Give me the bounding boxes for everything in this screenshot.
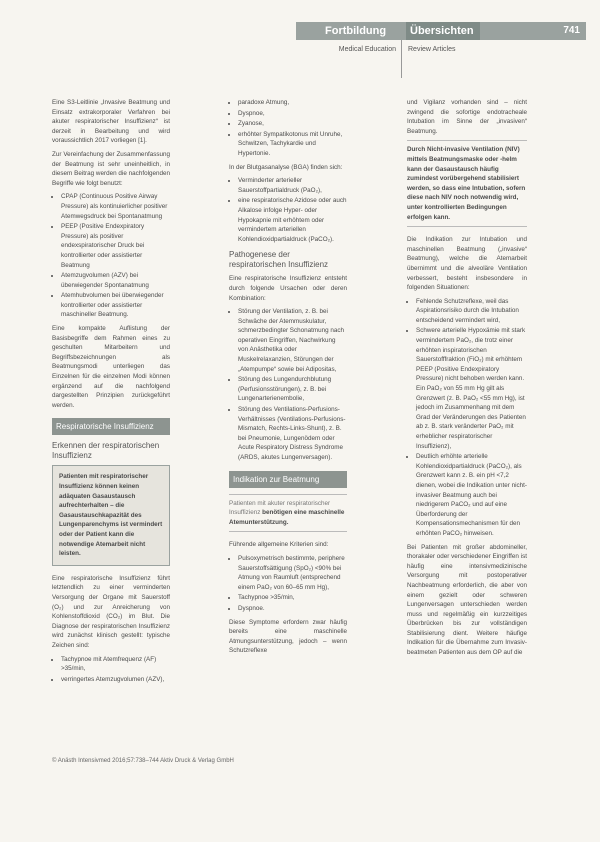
paragraph: Diese Symptome erfordern zwar häufig bereits eine maschinelle Atmungsunterstützung, jedoch – wenn Schutzreflexe <box>229 618 347 655</box>
list-item: • paradoxe Atmung, <box>238 98 347 108</box>
bullet-list <box>229 176 347 244</box>
header-divider <box>401 40 402 78</box>
subheading: Pathogenese der respiratorischen Insuffizienz <box>229 250 329 270</box>
bullet-list <box>52 655 170 685</box>
paragraph: In der Blutgasanalyse (BGA) finden sich: <box>229 163 343 171</box>
paragraph: Eine respiratorische Insuffizienz entsteht durch folgende Ursachen oder deren Kombination: <box>229 275 347 302</box>
list-item: • Zyanose, <box>238 119 347 129</box>
list-item: • Pulsoxymetrisch bestimmte, periphere Sauerstoffsättigung (SpO₂) <90% bei Atmung von Raumluft (entsprechend einem PaO₂ von 60–65 mm Hg), <box>238 554 347 592</box>
list-item: • verringertes Atemzugvolumen (AZV), <box>61 675 170 685</box>
medical-education-label: Medical Education <box>338 46 396 53</box>
list-item: • Störung des Lungendurchblutung (Perfusionsstörungen), z. B. bei Lungenarterienembolie, <box>238 375 347 404</box>
footer-citation: © Anästh Intensivmed 2016;57:738–744 Aktiv Druck & Verlag GmbH <box>52 758 234 764</box>
list-item: • Tachypnoe mit Atemfrequenz (AF) >35/min, <box>61 655 170 674</box>
list-item: • Störung des Ventilations-Perfusions-Verhältnisses (Ventilations-Perfusions-Mismatch, Rechts-Links-Shunt), z. B. bei Pneumonie, Lungenödem oder Acute Respiratory Distress Syndrome (ARDS, akutes Lungenversagen). <box>238 405 347 463</box>
paragraph: Bei Patienten mit großer abdomineller, thorakaler oder verschiedener Eingriffen ist häufig eine intensivmedizinische Versorgung mit postoperativer Nachbeatmung erforderlich, die aber von einem gezielt oder schweren Lungenversagen unterschieden werden muss und regelmäßig ein kurzzeitiges Überbrücken bis zur vollständigen Stabilisierung dient. Weitere häufige Indikation für die Übernahme zum Invasiv-beatmeten Patienten aus dem OP auf die <box>407 543 527 657</box>
section-heading-indikation-zur-beatmung: Indikation zur Beatmung <box>229 471 347 488</box>
section-uebersichten: Übersichten <box>406 22 480 40</box>
highlight-box-bold-text: benötigen eine maschinelle Atemunterstützung. <box>229 509 345 526</box>
section-heading-respiratorische-insuffizienz: Respiratorische Insuffizienz <box>52 418 170 435</box>
subheading: Erkennen der respiratorischen Insuffizienz <box>52 441 160 461</box>
highlight-box: Patienten mit respiratorischer Insuffizienz können keinen adäquaten Gasaustausch aufrechterhalten – die Gasaustauschkapazität des Lungenparenchyms ist vermindert oder der Patient kann die notwendige Atemarbeit nicht leisten. <box>52 465 170 565</box>
paragraph: und Vigilanz vorhanden sind – nicht zwingend die sofortige endotracheale Intubation im Sinne der „invasiven“ Beatmung. <box>407 99 527 135</box>
bullet-list <box>229 554 347 614</box>
list-item: • eine respiratorische Azidose oder auch Alkalose infolge Hyper- oder Hypokapnie mit erhöhtem oder vermindertem arteriellen Kohlendioxidpartialdruck (PaCO₂). <box>238 196 347 244</box>
header-bar <box>296 22 586 40</box>
list-item: • Dyspnoe. <box>238 604 347 614</box>
column-2 <box>229 98 347 660</box>
list-item: • Schwere arterielle Hypoxämie mit stark vermindertem PaO₂, die trotz einer erhöhten inspiratorischen Sauerstofffraktion (FiO₂) mit erhöhtem PEEP (Positive Endexpiratory Pressure) nicht behoben werden kann. Ein PaO₂ von 55 mm Hg gilt als Grenzwert (z. B. PaO₂ <55 mm Hg), ist jedoch im Zusammenhang mit dem Grad der Veränderungen des Patienten ab z. B. stark veränderter PaO₂ mit erheblicher respiratorischer Insuffizienz), <box>416 326 527 451</box>
review-articles-label: Review Articles <box>408 46 456 53</box>
paragraph: Eine kompakte Auflistung der Basisbegriffe dem Rahmen eines zu geschulten Mitarbeitern und Begriffsbezeichnungen als Beatmungsmodi unterliegen das Einzelnen für die einzelnen Modi können ergänzend auf die nachfolgend dargestellten Prinzipien zurückgeführt werden. <box>52 325 170 409</box>
section-fortbildung: Fortbildung <box>325 25 387 37</box>
list-item: • erhöhter Sympatikotonus mit Unruhe, Schwitzen, Tachykardie und Hypertonie. <box>238 130 347 159</box>
list-item: • Atemzugvolumen (AZV) bei überwiegender Spontanatmung <box>61 271 170 290</box>
highlight-box: Durch Nicht-invasive Ventilation (NIV) mittels Beatmungsmaske oder -helm kann der Gasaustausch häufig zumindest vorübergehend stabilisiert werden, so dass eine Intubation, sofern diese nach NIV noch notwendig wird, unter kontrollierten Bedingungen erfolgen kann. <box>407 140 527 227</box>
column-1 <box>52 98 170 688</box>
list-item: • Atemhubvolumen bei überwiegender kontrollierter oder assistierter maschineller Beatmung. <box>61 291 170 320</box>
list-item: • Dyspnoe, <box>238 109 347 119</box>
list-item: • PEEP (Positive Endexpiratory Pressure) als positiver endexspiratorischer Druck bei kontrollierter oder assistierter Beatmung <box>61 222 170 270</box>
list-item: • Fehlende Schutzreflexe, weil das Aspirationsrisiko durch die Intubation entscheidend vermindert wird, <box>416 297 527 326</box>
bullet-list <box>229 98 347 159</box>
paragraph: Führende allgemeine Kriterien sind: <box>229 541 329 549</box>
highlight-box-light-text: Patienten mit akuter respiratorischer Insuffizienz <box>229 499 331 517</box>
list-item: • CPAP (Continuous Positive Airway Pressure) als kontinuierlicher positiver Atemwegsdruck bei Spontanatmung <box>61 192 170 221</box>
column-3 <box>407 98 527 662</box>
list-item: • Deutlich erhöhte arterielle Kohlendioxidpartialdruck (PaCO₂), als Grenzwert kann z. B. ein pH <7,2 dienen, wobei die Indikation unter nicht-invasiver Beatmung auch bei niedrigerem PaCO₂ und auf eine Überforderung der Kompensationsmechanismen für den erhöhten PaCO₂ hinweisen. <box>416 452 527 538</box>
paragraph: Eine respiratorische Insuffizienz führt letztendlich zu einer verminderten Versorgung der Organe mit Sauerstoff (O₂) und zur Anreicherung von Kohlenstoffdioxid (CO₂) im Blut. Die Diagnose der respiratorischen Insuffizienz wird zunächst klinisch gestellt: typische Zeichen sind: <box>52 574 170 649</box>
list-item: • Verminderter arterieller Sauerstoffpartialdruck (PaO₂), <box>238 176 347 195</box>
paragraph: Die Indikation zur Intubation und maschinellen Beatmung („invasive“ Beatmung), welche die Atemarbeit übernimmt und die alveoläre Ventilation verbessert, besteht insbesondere in folgenden Situationen: <box>407 236 527 292</box>
highlight-box <box>229 494 347 533</box>
list-item: • Tachypnoe >35/min, <box>238 593 347 603</box>
bullet-list <box>407 297 527 539</box>
paragraph: Zur Vereinfachung der Zusammenfassung der Beatmung ist sehr uneinheitlich, in diesem Beitrag werden die nachfolgenden Begriffe wie folgt benutzt: <box>52 150 170 187</box>
bullet-list <box>52 192 170 320</box>
list-item: • Störung der Ventilation, z. B. bei Schwäche der Atemmuskulatur, schmerzbedingter Schonatmung nach operativen Eingriffen, Nachwirkung von Anästhetika oder Muskelrelaxanzien, Störungen der „Atempumpe“ sowie bei Adipositas, <box>238 307 347 374</box>
paragraph: Eine S3-Leitlinie „Invasive Beatmung und Einsatz extrakorporaler Verfahren bei akuter respiratorischer Insuffizienz“ ist derzeit in Bearbeitung und wird voraussichtlich 2017 vorliegen [1]. <box>52 99 170 145</box>
bullet-list <box>229 307 347 463</box>
page-number: 741 <box>563 25 580 36</box>
